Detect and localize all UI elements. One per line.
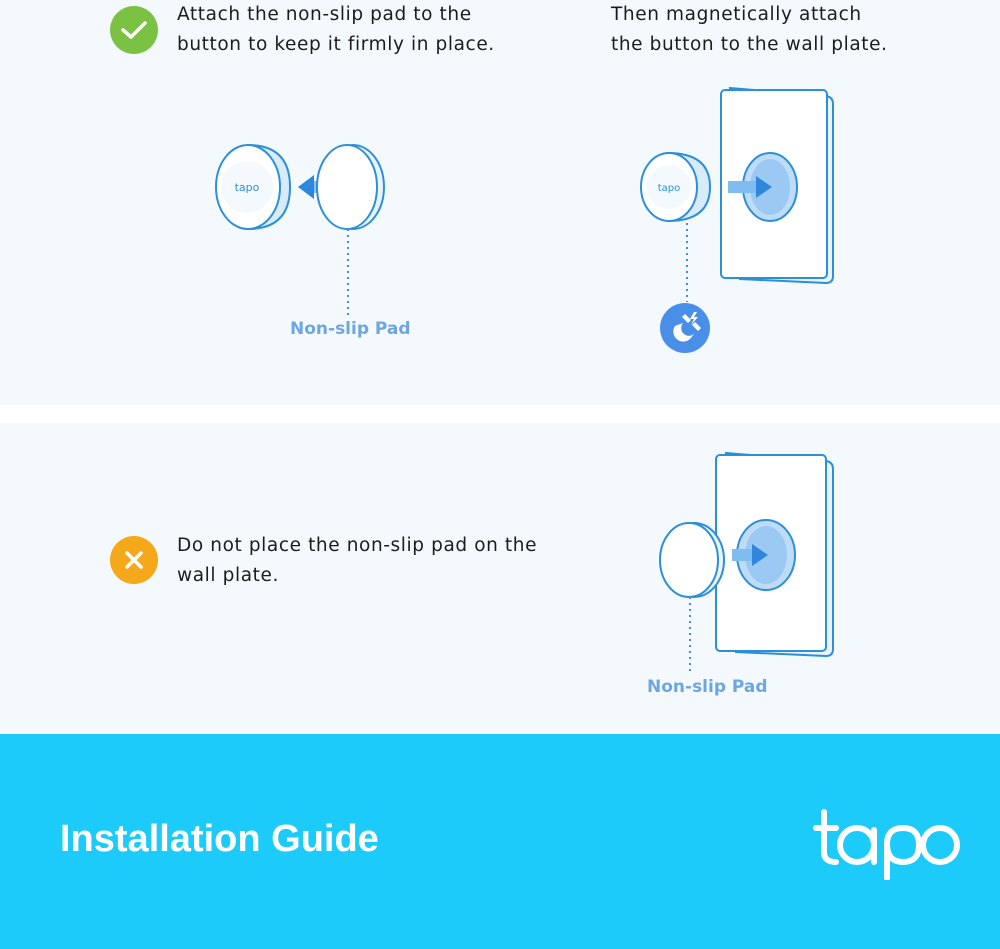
step-panel-correct — [0, 0, 1000, 405]
step-1-line-1: Attach the non-slip pad to the — [177, 4, 472, 25]
step-1-line-2: button to keep it firmly in place. — [177, 34, 495, 55]
step-2-instruction — [611, 0, 888, 60]
pad-not-on-plate-diagram — [640, 445, 850, 685]
step-2-line-2: the button to the wall plate. — [611, 34, 888, 55]
button-to-plate-diagram — [630, 80, 850, 360]
non-slip-pad-illustration — [317, 145, 384, 229]
step-3-line-1: Do not place the non-slip pad on the — [177, 535, 538, 556]
step-3-instruction — [177, 531, 537, 591]
pad-to-button-diagram — [200, 130, 400, 320]
page-title: Installation Guide — [60, 818, 379, 860]
magnet-icon — [660, 303, 710, 353]
non-slip-pad-illustration — [660, 523, 724, 597]
non-slip-pad-label: Non-slip Pad — [647, 677, 768, 697]
non-slip-pad-label: Non-slip Pad — [290, 319, 411, 339]
tapo-logo — [812, 800, 962, 880]
tapo-button-illustration — [641, 153, 710, 221]
button-logo-text: tapo — [234, 181, 260, 194]
step-2-line-1: Then magnetically attach — [611, 4, 862, 25]
tapo-button-illustration — [216, 145, 290, 229]
cross-icon — [110, 536, 158, 584]
step-3-line-2: wall plate. — [177, 565, 279, 586]
checkmark-icon — [110, 6, 158, 54]
button-logo-text: tapo — [657, 183, 681, 194]
step-1-instruction — [177, 0, 495, 60]
